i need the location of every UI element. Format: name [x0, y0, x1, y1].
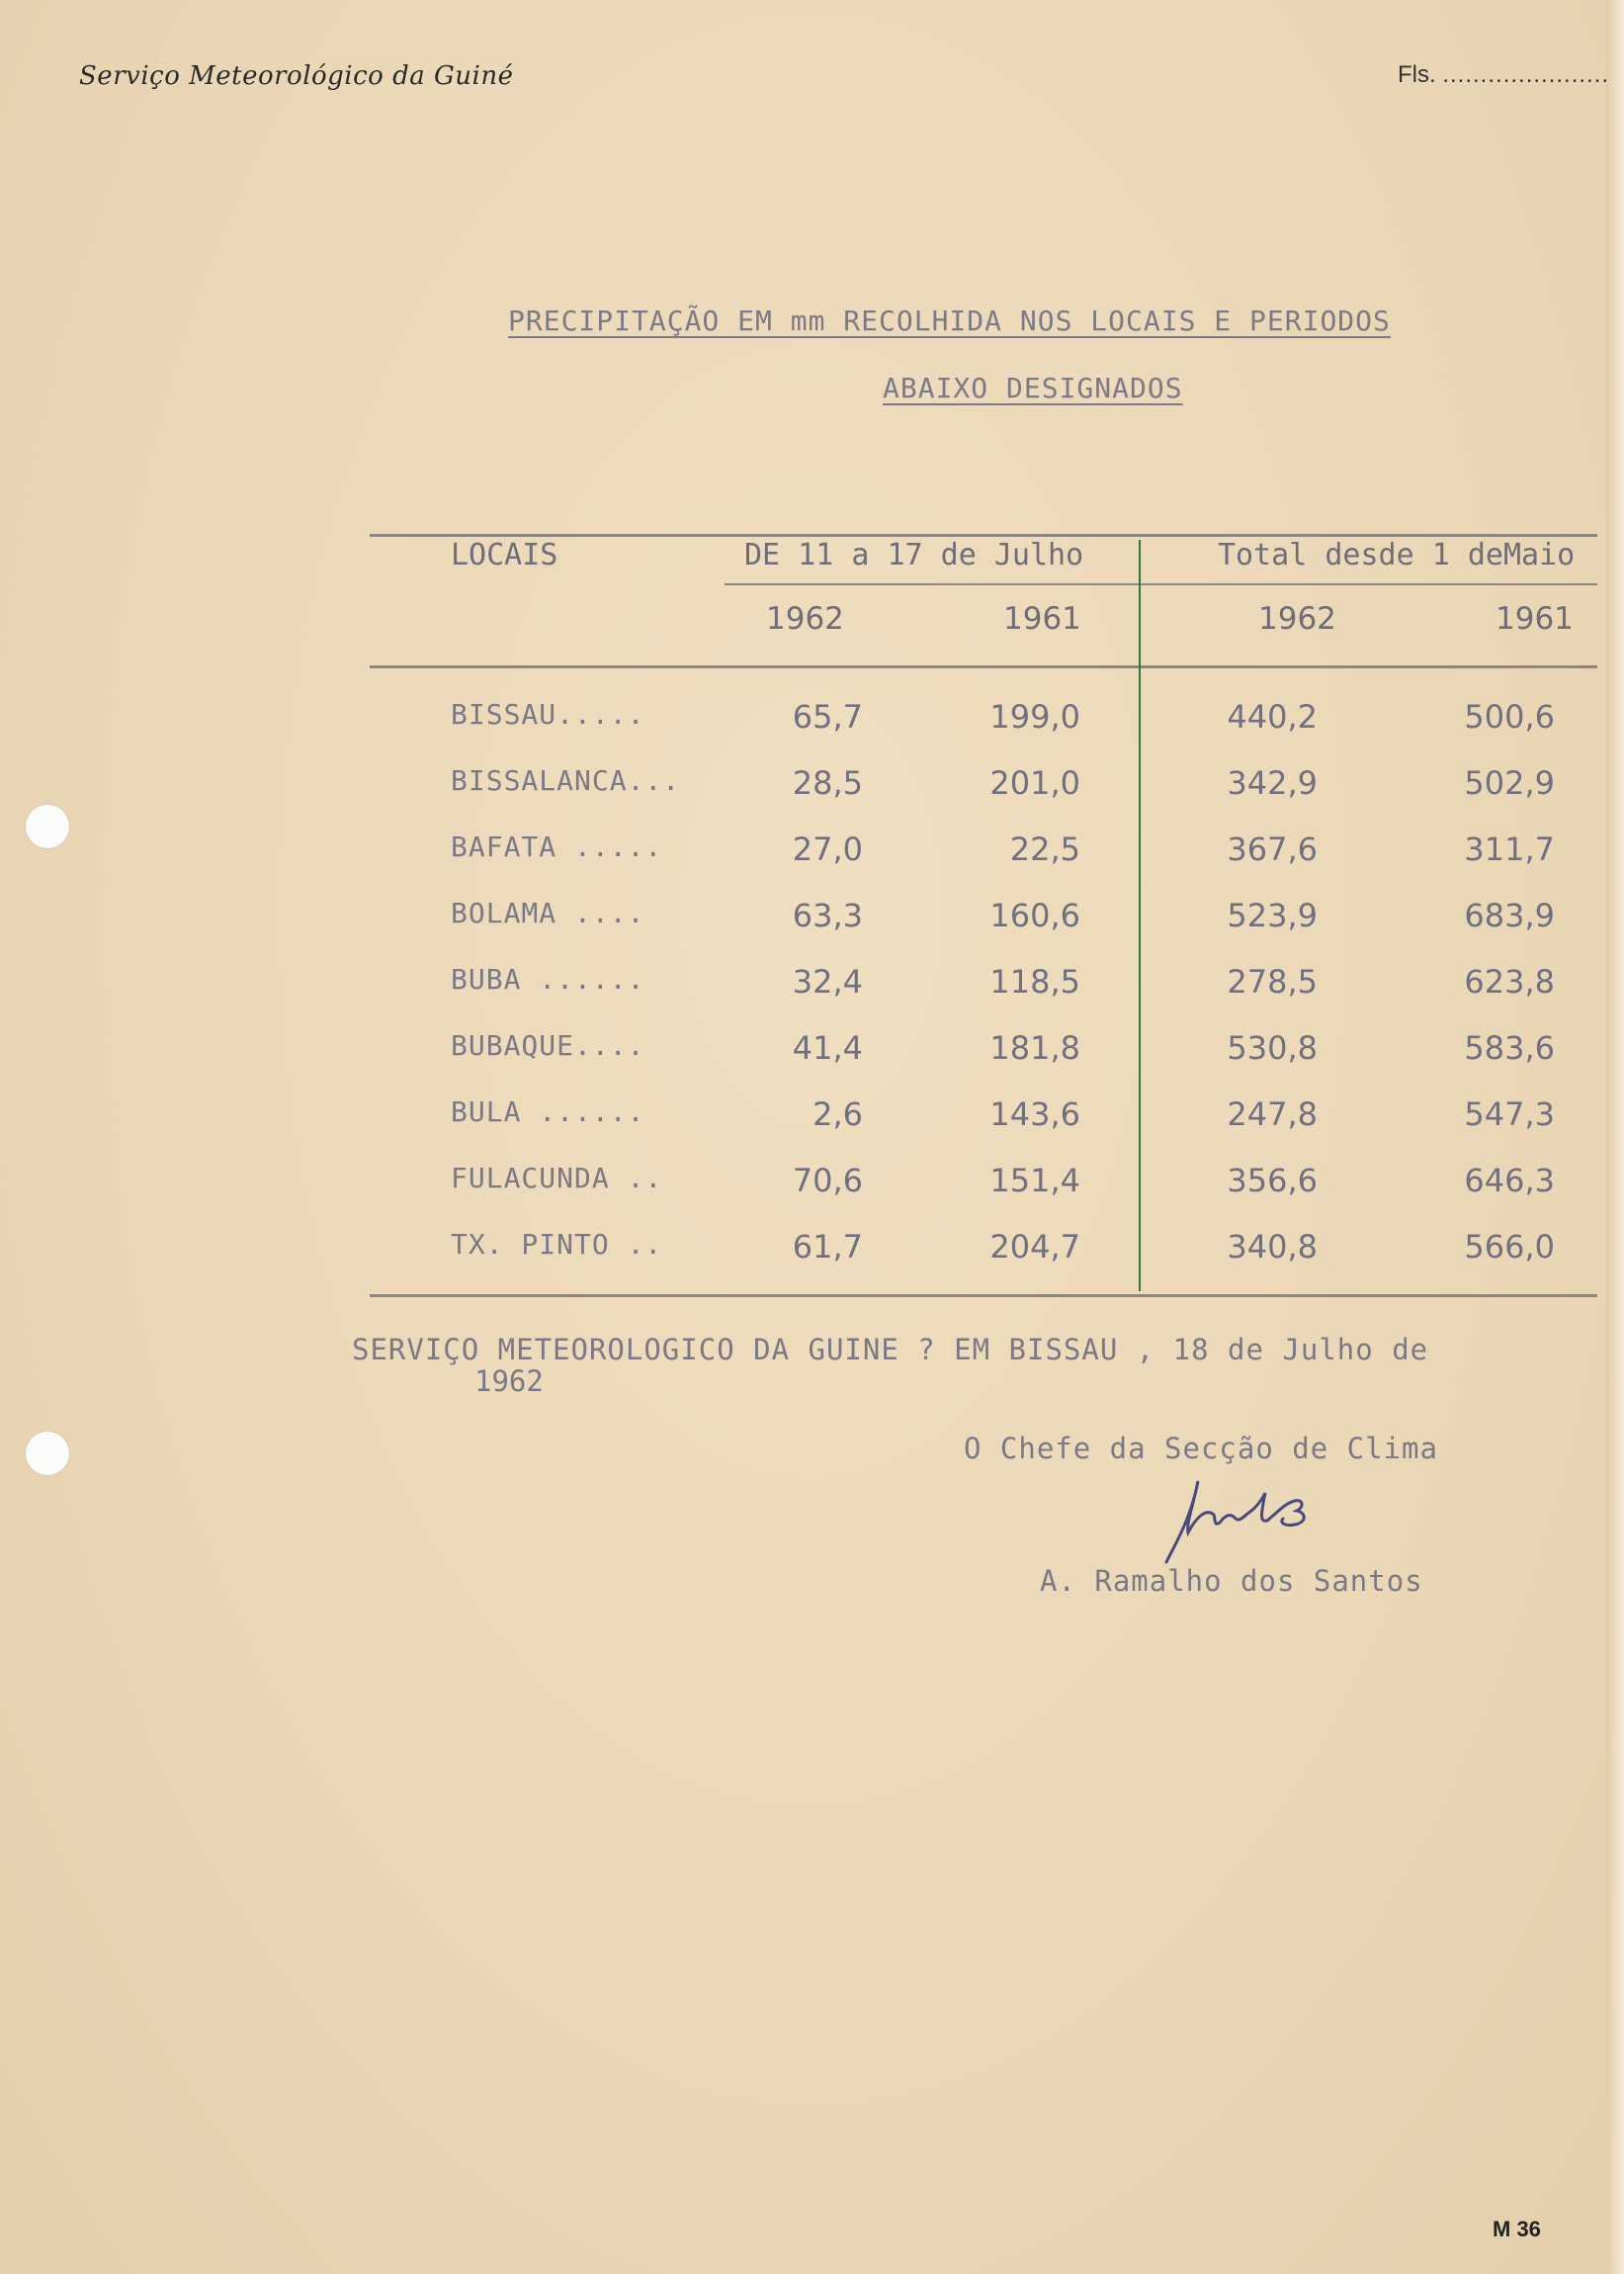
punch-hole [26, 1432, 69, 1475]
value-cell: 27,0 [792, 831, 863, 868]
form-code: M 36 [1493, 2217, 1541, 2241]
value-cell: 199,0 [989, 698, 1080, 736]
header-bottom-rule [370, 665, 1597, 668]
value-cell: 683,9 [1464, 897, 1555, 934]
table-bottom-rule [370, 1294, 1597, 1297]
value-cell: 646,3 [1464, 1162, 1555, 1199]
table-row [0, 1228, 1624, 1287]
year-header: 1962 [1258, 601, 1336, 637]
table-top-rule [370, 534, 1597, 537]
letterhead: Serviço Meteorológico da Guiné [79, 61, 514, 91]
value-cell: 70,6 [792, 1162, 863, 1199]
value-cell: 201,0 [989, 764, 1080, 802]
value-cell: 41,4 [792, 1029, 863, 1067]
value-cell: 502,9 [1464, 764, 1555, 802]
value-cell: 151,4 [989, 1162, 1080, 1199]
value-cell: 160,6 [989, 897, 1080, 934]
signer-name: A. Ramalho dos Santos [1040, 1564, 1423, 1598]
year-header: 1961 [1496, 601, 1574, 637]
value-cell: 340,8 [1227, 1228, 1318, 1266]
header-period: DE 11 a 17 de Julho [744, 538, 1084, 572]
value-cell: 22,5 [1009, 831, 1080, 868]
document-title-line2: ABAIXO DESIGNADOS [883, 372, 1183, 404]
location-name: BULA ...... [451, 1095, 645, 1128]
location-name: BISSALANCA... [451, 764, 681, 797]
chief-title: O Chefe da Secção de Clima [964, 1432, 1438, 1465]
location-name: BOLAMA .... [451, 897, 645, 929]
table-row [0, 1029, 1624, 1089]
table-row [0, 963, 1624, 1022]
value-cell: 143,6 [989, 1095, 1080, 1133]
value-cell: 342,9 [1227, 764, 1318, 802]
value-cell: 61,7 [792, 1228, 863, 1266]
place-date-year: 1962 [474, 1364, 544, 1398]
place-date-line: SERVIÇO METEOROLOGICO DA GUINE ? EM BISSAU , 18 de Julho de [352, 1333, 1429, 1366]
location-name: TX. PINTO .. [451, 1228, 663, 1261]
location-name: BAFATA ..... [451, 831, 663, 863]
table-row [0, 1095, 1624, 1155]
value-cell: 32,4 [792, 963, 863, 1001]
value-cell: 440,2 [1227, 698, 1318, 736]
table-row [0, 897, 1624, 956]
value-cell: 278,5 [1227, 963, 1318, 1001]
location-name: FULACUNDA .. [451, 1162, 663, 1194]
value-cell: 247,8 [1227, 1095, 1318, 1133]
location-name: BUBAQUE.... [451, 1029, 645, 1062]
value-cell: 530,8 [1227, 1029, 1318, 1067]
value-cell: 566,0 [1464, 1228, 1555, 1266]
year-header: 1962 [766, 601, 844, 637]
value-cell: 311,7 [1464, 831, 1555, 868]
value-cell: 118,5 [989, 963, 1080, 1001]
value-cell: 523,9 [1227, 897, 1318, 934]
table-row [0, 831, 1624, 890]
location-name: BUBA ...... [451, 963, 645, 996]
folio-label: Fls. [1398, 61, 1436, 88]
value-cell: 367,6 [1227, 831, 1318, 868]
folio-blank: ...................... [1442, 61, 1610, 88]
table-row [0, 698, 1624, 757]
value-cell: 28,5 [792, 764, 863, 802]
group-header-rule [725, 583, 1597, 585]
header-locais: LOCAIS [451, 538, 558, 572]
location-name: BISSAU..... [451, 698, 645, 731]
value-cell: 181,8 [989, 1029, 1080, 1067]
handwritten-signature [1137, 1463, 1334, 1572]
value-cell: 204,7 [989, 1228, 1080, 1266]
value-cell: 65,7 [792, 698, 863, 736]
value-cell: 356,6 [1227, 1162, 1318, 1199]
table-row [0, 764, 1624, 824]
folio-field [1398, 61, 1609, 89]
value-cell: 63,3 [792, 897, 863, 934]
value-cell: 500,6 [1464, 698, 1555, 736]
value-cell: 623,8 [1464, 963, 1555, 1001]
document-title-line1: PRECIPITAÇÃO EM mm RECOLHIDA NOS LOCAIS E PERIODOS [508, 305, 1391, 337]
value-cell: 2,6 [812, 1095, 863, 1133]
signature-stroke [1166, 1481, 1304, 1562]
header-total: Total desde 1 deMaio [1218, 538, 1576, 572]
value-cell: 547,3 [1464, 1095, 1555, 1133]
table-row [0, 1162, 1624, 1221]
value-cell: 583,6 [1464, 1029, 1555, 1067]
year-header: 1961 [1003, 601, 1081, 637]
